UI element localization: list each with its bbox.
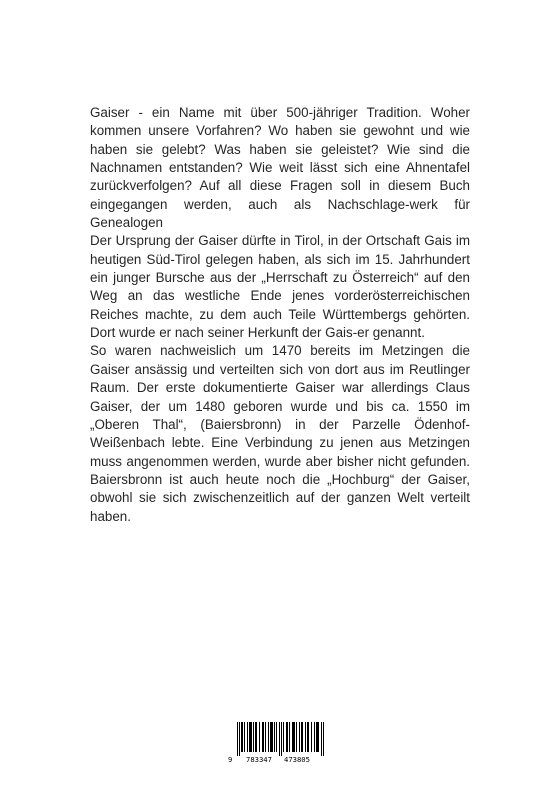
back-cover-text <box>90 104 470 526</box>
isbn-left-group: 783347 <box>246 755 272 764</box>
isbn-right-group: 473805 <box>284 755 310 764</box>
paragraph-origin: Der Ursprung der Gaiser dürfte in Tirol, in der Ortschaft Gais im heutigen Süd-Tirol gelegen haben, als sich im 15. Jahrhundert ein junger Bursche aus der „Herrschaft zu Österreich“ auf den Weg an das westliche Ende jenes vorderösterreichischen Reiches machte, zu dem auch Teile Württembergs gehörten. Dort wurde er nach seiner Herkunft der Gais-er genannt. <box>90 233 470 341</box>
isbn-first-digit: 9 <box>228 755 233 764</box>
isbn-barcode <box>226 720 334 766</box>
paragraph-history: So waren nachweislich um 1470 bereits im Metzingen die Gaiser ansässig und verteilten sich von dort aus im Reutlinger Raum. Der erste dokumentierte Gaiser war allerdings Claus Gaiser, der um 1480 geboren wurde und bis ca. 1550 im „Oberen Thal“, (Baiersbronn) in der Parzelle Ödenhof-Weißenbach lebte. Eine Verbindung zu jenen aus Metzingen muss angenommen werden, wurde aber bisher nicht gefunden. Baiersbronn ist auch heute noch die „Hochburg“ der Gaiser, obwohl sie sich zwischenzeitlich auf der ganzen Welt verteilt haben. <box>90 343 470 524</box>
paragraph-intro: Gaiser - ein Name mit über 500-jähriger Tradition. Woher kommen unsere Vorfahren? Wo haben sie gewohnt und wie haben sie gelebt? Was haben sie geleistet? Wie sind die Nachnamen entstanden? Wie weit lässt sich eine Ahnentafel zurückverfolgen? Auf all diese Fragen soll in diesem Buch eingegangen werden, auch als Nachschlage-werk für Genealogen <box>90 105 470 231</box>
barcode-bars <box>229 722 331 756</box>
isbn-number <box>226 755 334 765</box>
